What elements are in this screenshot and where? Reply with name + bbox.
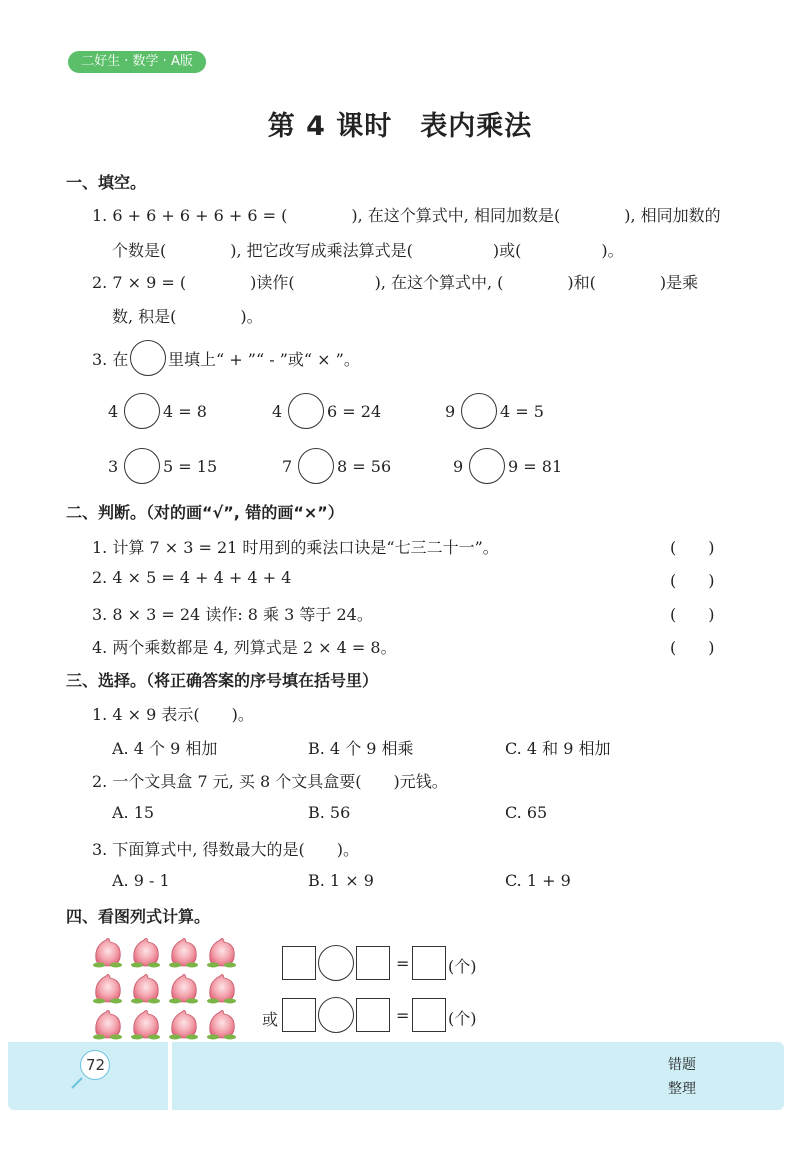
choice-option: A. 15 bbox=[112, 803, 155, 822]
operator-circle[interactable] bbox=[124, 393, 160, 429]
operator-circle[interactable] bbox=[288, 393, 324, 429]
grid-left: 4 bbox=[108, 402, 119, 421]
s1-q2-line2: 数, 积是( )。 bbox=[112, 307, 263, 326]
grid-right: 5 = 15 bbox=[163, 457, 218, 476]
grid-right: 8 = 56 bbox=[337, 457, 392, 476]
choice-option: A. 9 - 1 bbox=[112, 871, 170, 890]
grid-left: 7 bbox=[282, 457, 293, 476]
grid-right: 4 = 8 bbox=[163, 402, 207, 421]
grid-right: 9 = 81 bbox=[508, 457, 563, 476]
choice-question: 2. 一个文具盒 7 元, 买 8 个文具盒要( )元钱。 bbox=[92, 772, 448, 791]
judge-item: 4. 两个乘数都是 4, 列算式是 2 × 4 = 8。 bbox=[92, 638, 397, 657]
answer-paren[interactable]: ( ) bbox=[670, 638, 715, 657]
operator-circle[interactable] bbox=[298, 448, 334, 484]
judge-item: 3. 8 × 3 = 24 读作: 8 乘 3 等于 24。 bbox=[92, 605, 373, 624]
judge-item: 2. 4 × 5 = 4 + 4 + 4 + 4 bbox=[92, 568, 292, 587]
operator-circle-example bbox=[130, 340, 166, 376]
equals-sign: = bbox=[396, 1006, 410, 1025]
answer-box[interactable] bbox=[282, 998, 316, 1032]
section3-title: 三、选择。（将正确答案的序号填在括号里） bbox=[66, 671, 379, 690]
equals-sign: = bbox=[396, 954, 410, 973]
choice-question: 1. 4 × 9 表示( )。 bbox=[92, 705, 254, 724]
grid-right: 4 = 5 bbox=[500, 402, 544, 421]
page-number: 72 bbox=[86, 1056, 106, 1074]
footer-right-panel bbox=[172, 1042, 784, 1110]
choice-option: B. 1 × 9 bbox=[308, 871, 374, 890]
section4-title: 四、看图列式计算。 bbox=[66, 907, 211, 926]
series-badge: 二好生 · 数学 · A版 bbox=[68, 51, 206, 73]
s1-q1-line2: 个数是( ), 把它改写成乘法算式是( )或( )。 bbox=[112, 241, 624, 260]
answer-box[interactable] bbox=[412, 998, 446, 1032]
answer-paren[interactable]: ( ) bbox=[670, 605, 715, 624]
s1-q3-prefix: 3. 在 bbox=[92, 350, 129, 369]
s1-q3-suffix: 里填上“ + ”“ - ”或“ × ”。 bbox=[168, 350, 360, 369]
operator-circle[interactable] bbox=[318, 945, 354, 981]
error-note-label-1: 错题 bbox=[668, 1057, 696, 1073]
unit-label: (个) bbox=[448, 957, 477, 976]
or-label: 或 bbox=[262, 1010, 279, 1029]
page-title: 第 4 课时 表内乘法 bbox=[267, 111, 533, 142]
s1-q1-line1: 1. 6 + 6 + 6 + 6 + 6 = ( ), 在这个算式中, 相同加数是( ), 相同加数的 bbox=[92, 206, 721, 225]
operator-circle[interactable] bbox=[461, 393, 497, 429]
grid-left: 9 bbox=[445, 402, 456, 421]
answer-box[interactable] bbox=[412, 946, 446, 980]
magnifier-icon bbox=[70, 1072, 92, 1090]
judge-item: 1. 计算 7 × 3 = 21 时用到的乘法口诀是“七三二十一”。 bbox=[92, 538, 499, 557]
unit-label: (个) bbox=[448, 1009, 477, 1028]
section1-title: 一、填空。 bbox=[66, 173, 147, 192]
answer-paren[interactable]: ( ) bbox=[670, 571, 715, 590]
grid-right: 6 = 24 bbox=[327, 402, 382, 421]
choice-option: A. 4 个 9 相加 bbox=[112, 739, 218, 758]
choice-option: C. 4 和 9 相加 bbox=[505, 739, 611, 758]
error-note-label-2: 整理 bbox=[668, 1081, 696, 1097]
answer-paren[interactable]: ( ) bbox=[670, 538, 715, 557]
answer-box[interactable] bbox=[282, 946, 316, 980]
choice-option: C. 1 + 9 bbox=[505, 871, 571, 890]
operator-circle[interactable] bbox=[124, 448, 160, 484]
choice-option: C. 65 bbox=[505, 803, 548, 822]
grid-left: 9 bbox=[453, 457, 464, 476]
answer-box[interactable] bbox=[356, 998, 390, 1032]
choice-option: B. 4 个 9 相乘 bbox=[308, 739, 414, 758]
operator-circle[interactable] bbox=[469, 448, 505, 484]
section2-title: 二、判断。（对的画“√”, 错的画“×”） bbox=[66, 503, 344, 522]
choice-option: B. 56 bbox=[308, 803, 351, 822]
s1-q2-line1: 2. 7 × 9 = ( )读作( ), 在这个算式中, ( )和( )是乘 bbox=[92, 273, 699, 292]
answer-box[interactable] bbox=[356, 946, 390, 980]
grid-left: 4 bbox=[272, 402, 283, 421]
choice-question: 3. 下面算式中, 得数最大的是( )。 bbox=[92, 840, 360, 859]
grid-left: 3 bbox=[108, 457, 119, 476]
peaches-illustration bbox=[90, 932, 240, 1044]
operator-circle[interactable] bbox=[318, 997, 354, 1033]
